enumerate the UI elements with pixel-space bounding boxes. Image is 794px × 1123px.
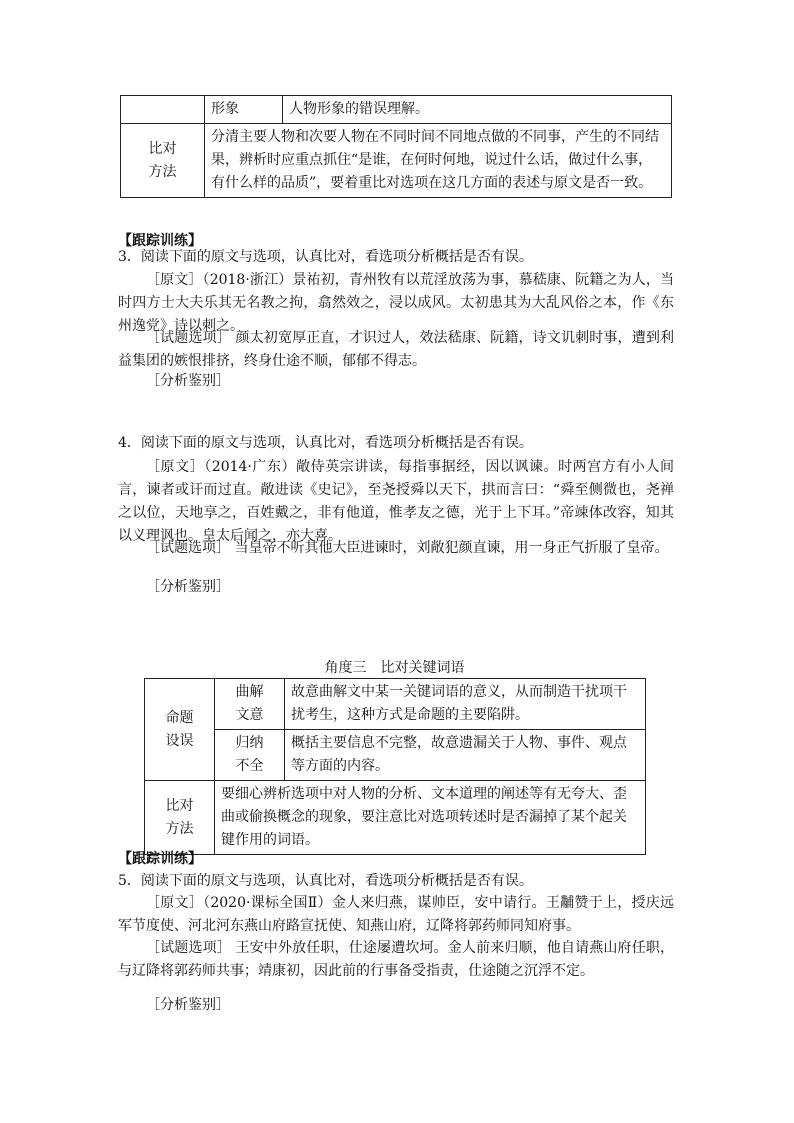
table-cell: 人物形象的错误理解。 xyxy=(283,96,672,124)
table-title: 角度三 比对关键词语 xyxy=(324,660,465,676)
question-3-original: ［原文］（2018·浙江）景祐初，青州牧有以荒淫放荡为事，慕嵇康、阮籍之为人，当时四方士大夫乐其无名教之拘，翕然效之，浸以成风。太初患其为大乱风俗之本，作《东州逸党》诗以刺之。 xyxy=(118,272,674,334)
section-heading: 【跟踪训练】 xyxy=(118,233,202,249)
table-cell: 形象 xyxy=(205,96,283,124)
comparison-table-character xyxy=(120,95,672,198)
table-cell-empty xyxy=(121,96,205,124)
row-label: 比对 方法 xyxy=(145,781,215,855)
table-row xyxy=(145,730,646,781)
table-cell: 要细心辨析选项中对人物的分析、文本道理的阐述等有无夸大、歪曲或偷换概念的现象，要注意比对选项转述时是否漏掉了某个起关键作用的词语。 xyxy=(215,781,646,855)
question-5-title: 5．阅读下面的原文与选项，认真比对，看选项分析概括是否有误。 xyxy=(118,873,533,889)
question-4-title: 4．阅读下面的原文与选项，认真比对，看选项分析概括是否有误。 xyxy=(118,435,533,451)
section-heading: 【跟踪训练】 xyxy=(118,851,202,867)
table-cell: 分清主要人物和次要人物在不同时间不同地点做的不同事，产生的不同结果，辨析时应重点抓住“是谁，在何时何地，说过什么话，做过什么事，有什么样的品质”，要着重比对选项在这几方面的表述与原文是否一致。 xyxy=(205,124,672,198)
row-label: 命题 设误 xyxy=(145,679,215,781)
question-3-option: ［试题选项］ 颜太初宽厚正直，才识过人，效法嵇康、阮籍，诗文讥刺时事，遭到利益集团的嫉恨排挤，终身仕途不顺，郁郁不得志。 xyxy=(118,330,674,369)
table-row xyxy=(145,679,646,730)
question-5-analysis: ［分析鉴别］ xyxy=(146,997,230,1013)
table-cell: 概括主要信息不完整，故意遗漏关于人物、事件、观点等方面的内容。 xyxy=(285,730,646,781)
table-cell: 故意曲解文中某一关键词语的意义，从而制造干扰项干扰考生，这种方式是命题的主要陷阱。 xyxy=(285,679,646,730)
row-label: 比对 方法 xyxy=(121,124,205,198)
question-4-analysis: ［分析鉴别］ xyxy=(146,579,230,595)
question-5-option: ［试题选项］ 王安中外放任职，仕途屡遭坎坷。金人前来归顺，他自请燕山府任职，与辽降将郭药师共事；靖康初，因此前的行事备受指责，仕途随之沉浮不定。 xyxy=(118,940,674,979)
question-4-option: ［试题选项］ 当皇帝不听其他大臣进谏时，刘敞犯颜直谏，用一身正气折服了皇帝。 xyxy=(146,540,669,556)
question-3-title: 3．阅读下面的原文与选项，认真比对，看选项分析概括是否有误。 xyxy=(118,249,533,265)
table-row xyxy=(121,124,672,198)
table-row xyxy=(145,781,646,855)
sub-label: 曲解 文意 xyxy=(215,679,285,730)
question-5-original: ［原文］（2020·课标全国Ⅱ）金人来归燕，谋帅臣，安中请行。王黼赞于上，授庆远军节度使、河北河东燕山府路宣抚使、知燕山府，辽降将郭药师同知府事。 xyxy=(118,895,674,934)
table-row xyxy=(121,96,672,124)
comparison-table-keywords xyxy=(144,678,646,855)
question-3-analysis: ［分析鉴别］ xyxy=(146,373,230,389)
sub-label: 归纳 不全 xyxy=(215,730,285,781)
question-4-original: ［原文］（2014·广东）敞侍英宗讲读，每指事据经，因以讽谏。时两宫方有小人间言，谏者或讦而过直。敞进读《史记》，至尧授舜以天下，拱而言曰：“舜至侧微也，尧禅之以位，天地享之，百姓戴之，非有他道，惟孝友之德，光于上下耳。”帝竦体改容，知其以义理讽也。皇太后闻之，亦大喜。 xyxy=(118,459,674,544)
